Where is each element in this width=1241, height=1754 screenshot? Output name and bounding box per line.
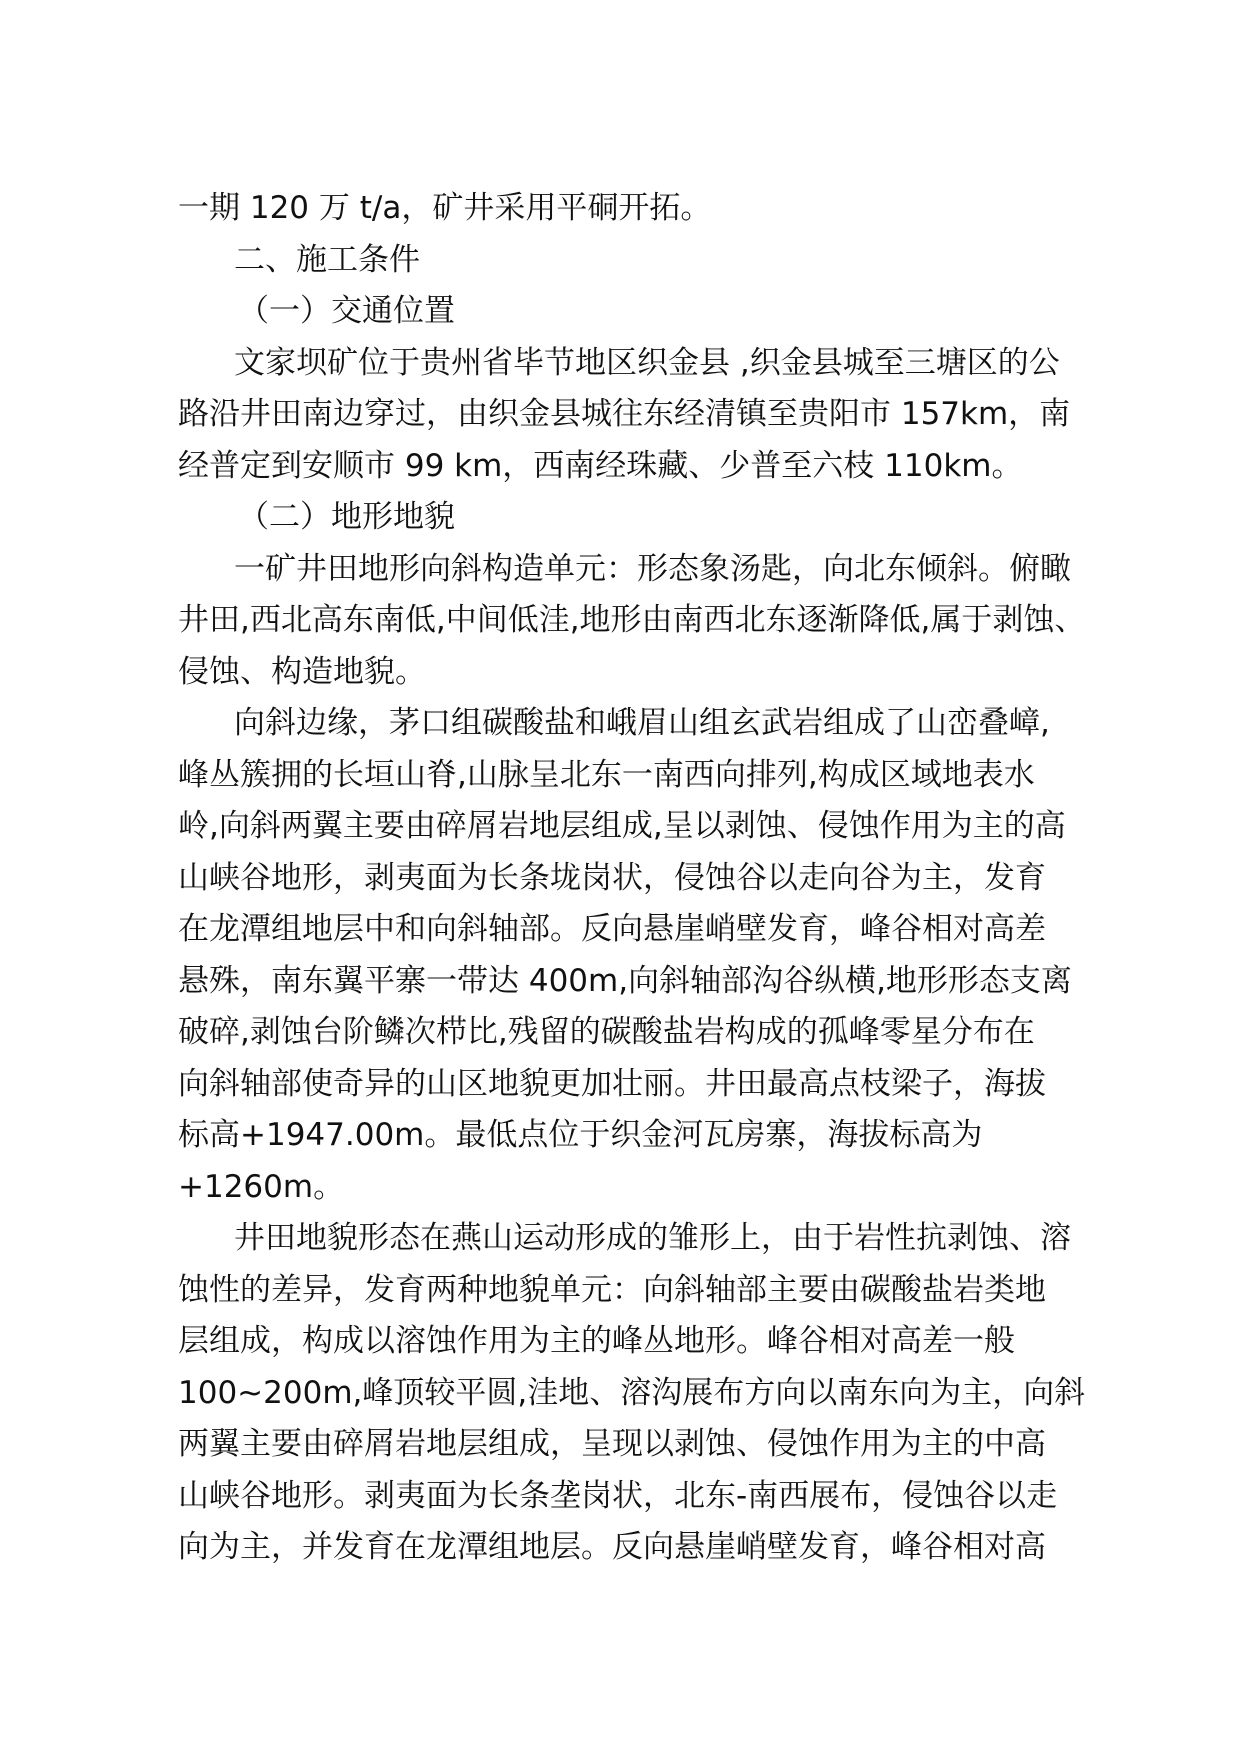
text-line: 山峡谷地形。剥夷面为长条垄岗状，北东-南西展布，侵蚀谷以走 [178, 1477, 1058, 1514]
text-line: 破碎,剥蚀台阶鳞次栉比,残留的碳酸盐岩构成的孤峰零星分布在 [178, 1014, 1035, 1050]
text-line: 向斜边缘，茅口组碳酸盐和峨眉山组玄武岩组成了山峦叠嶂, [234, 705, 1050, 741]
text-line: 两翼主要由碎屑岩地层组成，呈现以剥蚀、侵蚀作用为主的中高 [178, 1426, 1046, 1462]
text-line: 侵蚀、构造地貌。 [178, 653, 426, 690]
text-line: 向为主，并发育在龙潭组地层。反向悬崖峭壁发育，峰谷相对高 [178, 1529, 1046, 1565]
text-line: 层组成，构成以溶蚀作用为主的峰丛地形。峰谷相对高差一般 [178, 1323, 1015, 1359]
text-line: （二）地形地貌 [238, 499, 455, 535]
text-line: 井田,西北高东南低,中间低洼,地形由南西北东逐渐降低,属于剥蚀、 [178, 602, 1086, 638]
text-line: 山峡谷地形，剥夷面为长条垅岗状，侵蚀谷以走向谷为主，发育 [178, 859, 1046, 896]
text-line: 路沿井田南边穿过，由织金县城往东经清镇至贵阳市 157km，南 [178, 396, 1071, 432]
text-line: 向斜轴部使奇异的山区地貌更加壮丽。井田最高点枝梁子，海拔 [178, 1065, 1046, 1102]
text-line: 一期 120 万 t/a，矿井采用平硐开拓。 [178, 190, 712, 226]
text-line: 岭,向斜两翼主要由碎屑岩地层组成,呈以剥蚀、侵蚀作用为主的高 [178, 808, 1066, 844]
text-line: 二、施工条件 [234, 241, 420, 278]
text-line: （一）交通位置 [238, 293, 455, 329]
text-line: +1260m。 [178, 1168, 345, 1205]
text-line: 文家坝矿位于贵州省毕节地区织金县 ,织金县城至三塘区的公 [234, 344, 1060, 381]
text-line: 井田地貌形态在燕山运动形成的雏形上，由于岩性抗剥蚀、溶 [234, 1220, 1071, 1256]
text-line: 蚀性的差异，发育两种地貌单元：向斜轴部主要由碳酸盐岩类地 [178, 1271, 1046, 1308]
text-line: 峰丛簇拥的长垣山脊,山脉呈北东一南西向排列,构成区域地表水 [178, 756, 1035, 793]
text-line: 悬殊，南东翼平寨一带达 400m,向斜轴部沟谷纵横,地形形态支离 [178, 962, 1072, 999]
text-line: 经普定到安顺市 99 km，西南经珠藏、少普至六枝 110km。 [178, 447, 1023, 484]
text-line: 在龙潭组地层中和向斜轴部。反向悬崖峭壁发育，峰谷相对高差 [178, 911, 1046, 947]
text-line: 一矿井田地形向斜构造单元：形态象汤匙，向北东倾斜。俯瞰 [234, 550, 1071, 587]
text-line: 100~200m,峰顶较平圆,洼地、溶沟展布方向以南东向为主，向斜 [178, 1374, 1086, 1411]
text-line: 标高+1947.00m。最低点位于织金河瓦房寨，海拔标高为 [178, 1117, 983, 1153]
document-body [178, 183, 1123, 1574]
